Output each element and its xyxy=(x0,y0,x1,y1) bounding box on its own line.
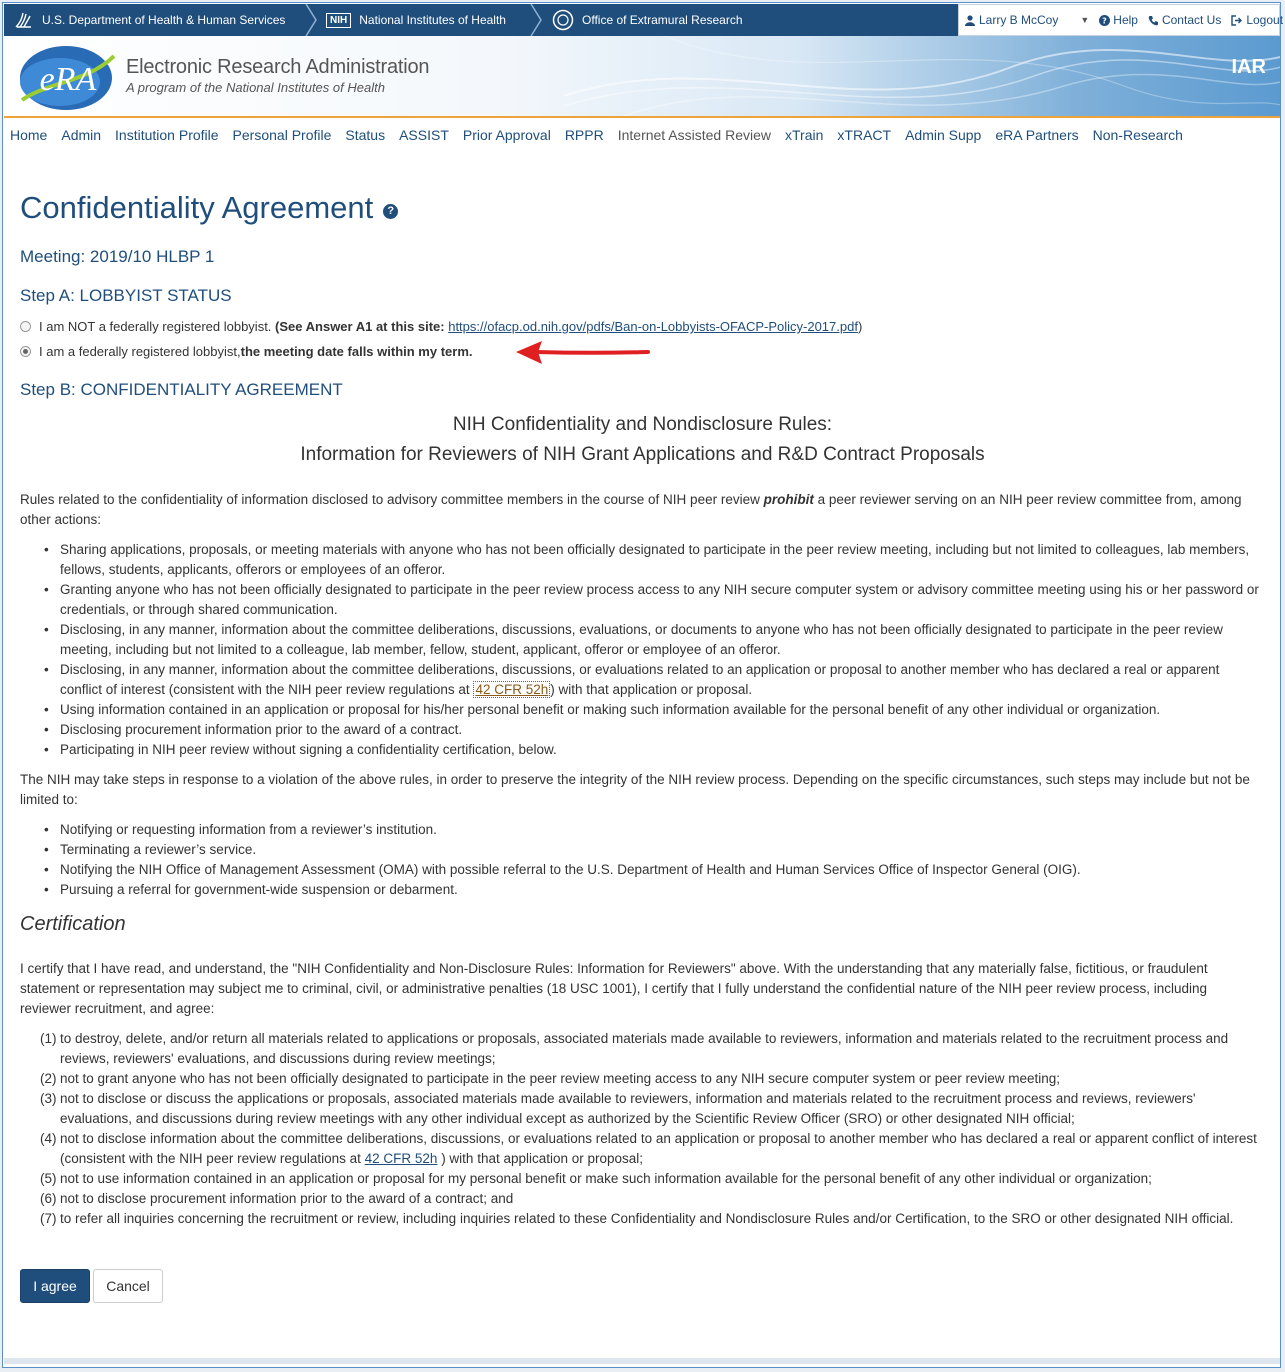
item-text-end: ) with that application or proposal; xyxy=(437,1151,644,1166)
nav-status[interactable]: Status xyxy=(345,127,386,143)
item-text: not to use information contained in an application or proposal for my personal benefit or make such information available for the personal benefit of any other individual or organization; xyxy=(60,1171,1152,1186)
lobbyist-option-not[interactable] xyxy=(20,319,862,334)
item-text: not to disclose or discuss the applications or proposals, associated materials made available to reviewers, information and materials related to the recruitment process and reviews, reviewers' evaluations, and discussions during review meetings with any other individual except as authorized by the Scientific Review Officer (SRO) or other designated NIH official; xyxy=(60,1091,1196,1126)
list-item xyxy=(40,1069,1265,1089)
list-item: • Granting anyone who has not been officially designated to participate in the peer review process access to any NIH secure computer system or advisory committee meeting using his or her password or credentials, or through shared communication. xyxy=(40,580,1265,620)
list-item: • Disclosing, in any manner, information about the committee deliberations, discussions, evaluations, or documents to anyone who has not been officially designated to participate in the peer review meeting, including but not limited to a colleague, lab member, fellow, student, applicant, offeror or employee of an offeror. xyxy=(40,620,1265,660)
help-link[interactable] xyxy=(1099,13,1138,27)
logout-link[interactable] xyxy=(1231,13,1283,27)
help-icon[interactable] xyxy=(383,204,398,219)
violation-steps-list xyxy=(40,820,1265,900)
rules-intro-prohibit: prohibit xyxy=(763,492,814,507)
item-number: (6) xyxy=(40,1191,57,1206)
nih-link[interactable] xyxy=(326,4,506,36)
agree-button[interactable]: I agree xyxy=(20,1269,90,1303)
banner-rule xyxy=(4,116,1280,118)
ofacp-policy-link[interactable]: https://ofacp.od.nih.gov/pdfs/Ban-on-Lobbyists-OFACP-Policy-2017.pdf xyxy=(448,319,858,334)
hhs-link[interactable] xyxy=(14,4,285,36)
nav-personal-profile[interactable]: Personal Profile xyxy=(232,127,332,143)
red-arrow-annotation xyxy=(512,337,652,369)
item-number: (1) xyxy=(40,1031,57,1046)
item-number: (5) xyxy=(40,1171,57,1186)
hhs-eagle-icon xyxy=(14,11,34,29)
step-b-heading: Step B: CONFIDENTIALITY AGREEMENT xyxy=(20,380,343,399)
svg-text:eRA: eRA xyxy=(39,61,97,98)
rules-intro xyxy=(20,490,1260,530)
nav-xtrain[interactable]: xTrain xyxy=(785,127,824,143)
item-text: not to grant anyone who has not been officially designated to participate in the peer review meeting access to any NIH secure computer system or peer review meeting; xyxy=(60,1071,1061,1086)
list-item xyxy=(40,1129,1265,1169)
user-menu-bar xyxy=(958,4,1284,36)
radio-not-lobbyist-label: I am NOT a federally registered lobbyist. xyxy=(39,319,272,334)
item-number: (7) xyxy=(40,1211,57,1226)
breadcrumb-separator xyxy=(529,4,543,36)
help-icon-glyph: ? xyxy=(387,205,395,217)
oer-link[interactable] xyxy=(552,4,743,36)
rule4-text-b: ) with that application or proposal. xyxy=(550,682,753,697)
certification-intro: I certify that I have read, and understand, the "NIH Confidentiality and Non-Disclosure Rules: Information for Reviewers" above. With the understanding that any materially false, fictitious, or fraudulent statement or representation may subject me to criminal, civil, or administrative penalties (18 USC 1001), I certify that I fully understand the confidential nature of the NIH peer review process, including reviewer recruitment, and agree: xyxy=(20,961,1208,1016)
list-item xyxy=(40,660,1265,700)
violation-paragraph: The NIH may take steps in response to a violation of the above rules, in order to preserve the integrity of the NIH review process. Depending on the specific circumstances, such steps may include but not be limited to: xyxy=(20,772,1250,807)
list-item: • Notifying or requesting information from a reviewer’s institution. xyxy=(40,820,1265,840)
certification-heading: Certification xyxy=(20,913,126,935)
page-title-text: Confidentiality Agreement xyxy=(20,190,374,225)
logout-label: Logout xyxy=(1246,13,1284,27)
rules-intro-a: Rules related to the confidentiality of information disclosed to advisory committee members in the course of NIH peer review xyxy=(20,492,764,507)
rules-intro-c: a peer reviewer serving on an NIH peer review committee from, among other actions: xyxy=(20,492,1242,527)
cfr-link[interactable]: 42 CFR 52h xyxy=(475,682,549,697)
nav-institution-profile[interactable]: Institution Profile xyxy=(115,127,219,143)
oer-label: Office of Extramural Research xyxy=(582,13,743,27)
item-text: to refer all inquiries concerning the recruitment or review, including inquiries related to these Confidentiality and Nondisclosure Rules and/or Certification, to the SRO or other designated NIH official. xyxy=(60,1211,1234,1226)
certification-list xyxy=(40,1029,1265,1229)
sign-out-icon xyxy=(1231,15,1243,26)
radio-not-lobbyist[interactable] xyxy=(20,321,31,332)
chevron-down-icon[interactable]: ▼ xyxy=(1080,15,1090,25)
page-title xyxy=(20,190,398,226)
list-item: • Participating in NIH peer review without signing a confidentiality certification, below. xyxy=(40,740,1265,760)
svg-text:?: ? xyxy=(1102,16,1108,26)
nav-prior-approval[interactable]: Prior Approval xyxy=(462,127,551,143)
module-code: IAR xyxy=(1231,56,1266,78)
list-item: • Disclosing procurement information prior to the award of a contract. xyxy=(40,720,1265,740)
user-name: Larry B McCoy xyxy=(979,13,1059,27)
era-banner xyxy=(4,36,1280,116)
list-item xyxy=(40,1169,1265,1189)
radio-registered-lobbyist[interactable] xyxy=(20,346,31,357)
rules-list xyxy=(40,540,1265,760)
nav-internet-assisted-review[interactable]: Internet Assisted Review xyxy=(617,127,772,143)
list-item: • Pursuing a referral for government-wide suspension or debarment. xyxy=(40,880,1265,900)
item-text: to destroy, delete, and/or return all materials related to applications or proposals, associated materials made available to reviewers, information and materials related to the recruitment process and reviews, reviewers' evaluations, and discussions during review meetings; xyxy=(60,1031,1229,1066)
contact-label: Contact Us xyxy=(1161,13,1222,27)
list-item: • Using information contained in an application or proposal for his/her personal benefit or making such information available for the personal benefit of any other individual or organization. xyxy=(40,700,1265,720)
era-title: Electronic Research Administration xyxy=(126,56,430,78)
nav-assist[interactable]: ASSIST xyxy=(399,127,449,143)
item-number: (2) xyxy=(40,1071,57,1086)
nih-badge-icon xyxy=(326,13,351,28)
radio-not-lobbyist-note: (See Answer A1 at this site: xyxy=(275,319,445,334)
main-nav xyxy=(10,127,1183,143)
contact-link[interactable] xyxy=(1148,13,1221,27)
item-number: (4) xyxy=(40,1131,57,1146)
meeting-label: Meeting: 2019/10 HLBP 1 xyxy=(20,247,215,266)
help-label: Help xyxy=(1113,13,1138,27)
list-item xyxy=(40,1029,1265,1069)
nih-label: National Institutes of Health xyxy=(359,13,506,27)
list-item xyxy=(40,1189,1265,1209)
oer-seal-icon xyxy=(552,9,574,31)
cancel-button[interactable]: Cancel xyxy=(93,1269,163,1303)
rules-title-1: NIH Confidentiality and Nondisclosure Rules: xyxy=(452,414,833,435)
nav-admin[interactable]: Admin xyxy=(61,127,102,143)
era-subtitle: A program of the National Institutes of Health xyxy=(126,80,385,95)
rules-title-2: Information for Reviewers of NIH Grant Applications and R&D Contract Proposals xyxy=(300,444,985,465)
radio-registered-note: the meeting date falls within my term. xyxy=(240,344,473,359)
item-text: not to disclose information about the committee deliberations, discussions, or evaluations related to an application or proposal to another member who has declared a real or apparent conflict of interest (consistent with the NIH peer review regulations at xyxy=(60,1131,1257,1166)
step-a-heading: Step A: LOBBYIST STATUS xyxy=(20,286,232,305)
nih-badge-label: NIH xyxy=(330,14,348,26)
question-circle-icon xyxy=(1099,15,1110,26)
breadcrumb-separator xyxy=(304,4,318,36)
lobbyist-option-registered[interactable] xyxy=(20,344,473,359)
footer-rule xyxy=(4,1358,1280,1364)
list-item: • Notifying the NIH Office of Management Assessment (OMA) with possible referral to the U.S. Department of Health and Human Services Office of Inspector General (OIG). xyxy=(40,860,1265,880)
radio-not-lobbyist-close: ) xyxy=(857,319,863,334)
item-text: not to disclose procurement information prior to the award of a contract; and xyxy=(60,1191,514,1206)
user-icon xyxy=(965,15,975,26)
nav-home[interactable]: Home xyxy=(10,127,48,143)
user-menu[interactable] xyxy=(965,13,1089,27)
list-item xyxy=(40,1089,1265,1129)
list-item: • Terminating a reviewer’s service. xyxy=(40,840,1265,860)
hhs-label: U.S. Department of Health & Human Services xyxy=(42,13,286,27)
list-item xyxy=(40,1209,1265,1229)
list-item: • Sharing applications, proposals, or meeting materials with anyone who has not been officially designated to participate in the peer review meeting, including but not limited to colleagues, lab members, fellows, students, applicants, offerors or employees of an offeror. xyxy=(40,540,1265,580)
banner-wave-decoration xyxy=(564,36,1280,116)
item-number: (3) xyxy=(40,1091,57,1106)
nav-rppr[interactable]: RPPR xyxy=(564,127,604,143)
nav-xtract[interactable]: xTRACT xyxy=(837,127,892,143)
nav-non-research[interactable]: Non-Research xyxy=(1092,127,1183,143)
cfr-link[interactable]: 42 CFR 52h xyxy=(364,1151,438,1166)
agency-bar xyxy=(4,4,1284,36)
nav-era-partners[interactable]: eRA Partners xyxy=(995,127,1079,143)
phone-icon xyxy=(1148,15,1159,26)
nav-admin-supp[interactable]: Admin Supp xyxy=(905,127,982,143)
era-logo xyxy=(18,42,116,112)
radio-registered-label: I am a federally registered lobbyist, xyxy=(39,344,241,359)
rule4-text-a: Disclosing, in any manner, information about the committee deliberations, discussions, or evaluations related to an application or proposal to another member who has declared a real or apparent conflict of interest (consistent with the NIH peer review regulations at xyxy=(60,662,1220,697)
